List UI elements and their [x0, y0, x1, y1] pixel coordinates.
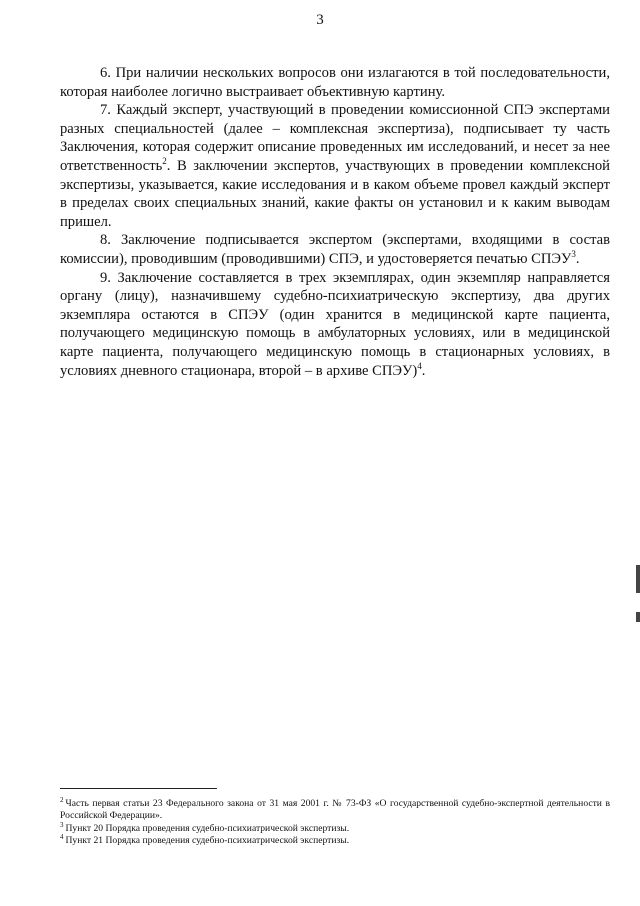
footnotes: [60, 795, 610, 848]
paragraph-text: .: [575, 250, 580, 267]
footnote-reference: 2: [162, 156, 167, 167]
footnote-separator: [60, 788, 217, 789]
footnote-4: [60, 835, 610, 847]
footnote-2: [60, 795, 610, 823]
footnote-text: Часть первая статьи 23 Федерального закона от 31 мая 2001 г. № 73-ФЗ «О государственной судебно-экспертной деятельности в Российской Федерации».: [60, 798, 610, 822]
page-number: 3: [316, 12, 324, 28]
footnote-mark: 2: [60, 795, 64, 804]
paragraph-text: 6. При наличии нескольких вопросов они излагаются в той последовательности, которая наиболее логично выстраивает объективную картину.: [60, 65, 610, 100]
body-text: [60, 64, 610, 380]
footnote-text: Пункт 20 Порядка проведения судебно-психиатрической экспертизы.: [65, 822, 350, 834]
footnote-mark: 3: [60, 820, 64, 829]
paragraph-7: [60, 101, 610, 231]
paragraph-8: [60, 231, 610, 268]
paragraph-text: 8. Заключение подписывается экспертом (экспертами, входящими в состав комиссии), проводившим (проводившими) СПЭ, и удостоверяется печатью СПЭУ: [60, 232, 610, 267]
scan-artifact: [636, 565, 640, 593]
footnote-mark: 4: [60, 833, 64, 842]
footnote-reference: 4: [417, 360, 422, 371]
paragraph-9: [60, 269, 610, 381]
paragraph-text: 9. Заключение составляется в трех экземплярах, один экземпляр направляется органу (лицу), назначившему судебно-психиатрическую экспертизу, два других экземпляра остаются в СПЭУ (один хранится в медицинской карте пациента, получающего медицинскую помощь в амбулаторных условиях, или в медицинской карте пациента, получающего медицинскую помощь в стационарных условиях, в условиях дневного стационара, второй – в архиве СПЭУ): [60, 269, 610, 379]
paragraph-6: [60, 64, 610, 101]
paragraph-text: .: [421, 362, 426, 379]
footnote-3: [60, 820, 610, 835]
scan-artifact: [636, 612, 640, 622]
footnote-text: Пункт 21 Порядка проведения судебно-психиатрической экспертизы.: [65, 835, 350, 847]
paragraph-text: 7. Каждый эксперт, участвующий в проведении комиссионной СПЭ экспертами разных специальностей (далее – комплексная экспертиза), подписывает ту часть Заключения, которая содержит описание проведенных им исследований, и несет за нее ответственность: [60, 102, 610, 174]
footnote-reference: 3: [571, 249, 576, 260]
paragraph-text: . В заключении экспертов, участвующих в проведении комплексной экспертизы, указывается, какие исследования и в каком объеме провел каждый эксперт в пределах своих специальных знаний, какие факты он установил и к каким выводам пришел.: [60, 157, 610, 230]
